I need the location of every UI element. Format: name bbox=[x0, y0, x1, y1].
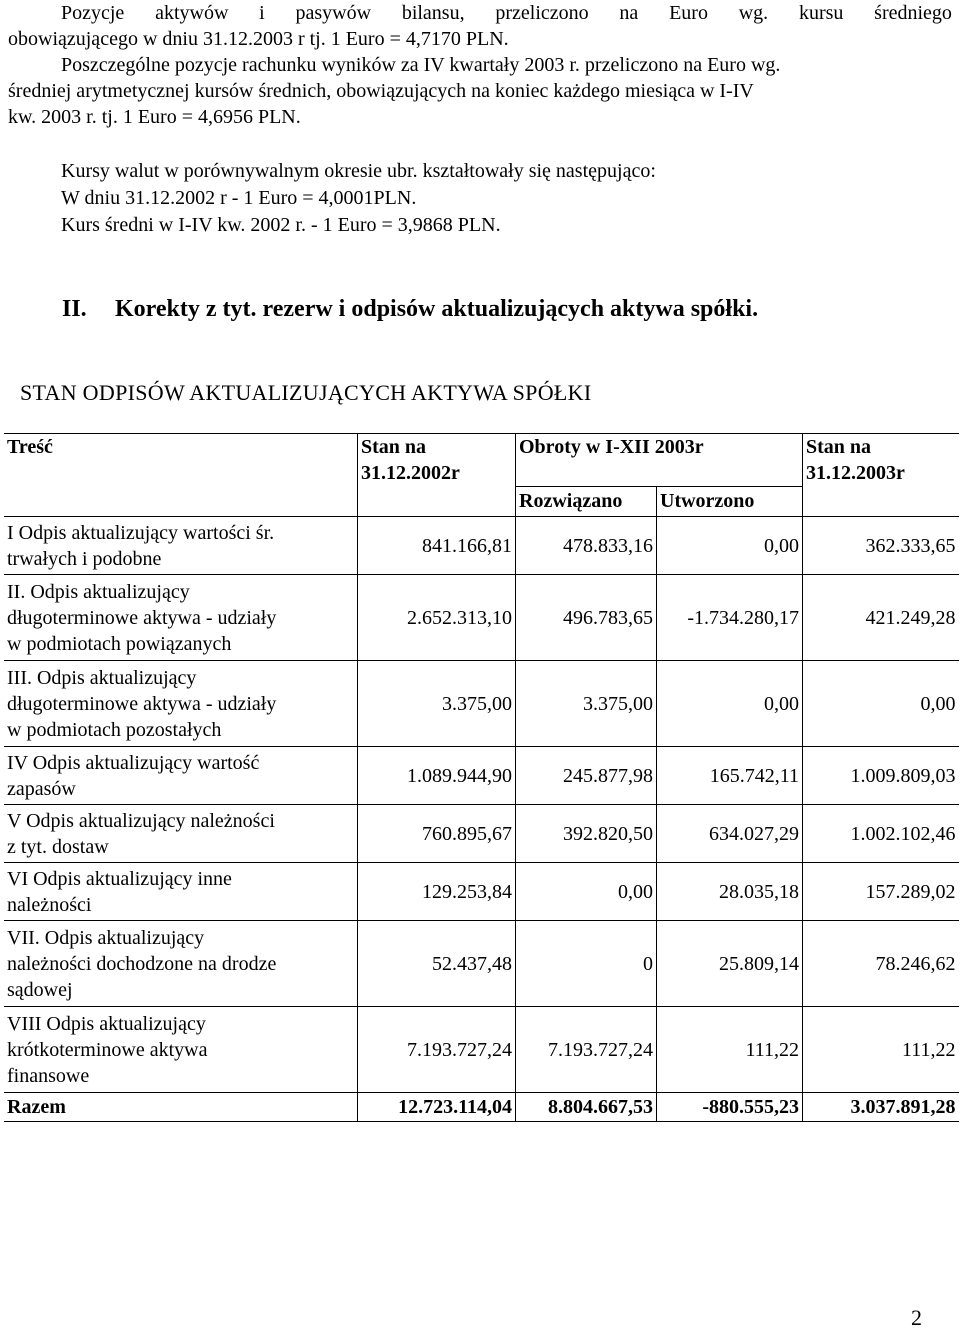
row-label-line: zapasów bbox=[7, 777, 76, 800]
header-rozwiazano: Rozwiązano bbox=[516, 486, 657, 517]
intro-line-1-word: pasywów bbox=[295, 2, 372, 24]
header-tresc: Treść bbox=[4, 434, 358, 487]
value-utworzono: 0,00 bbox=[657, 661, 803, 747]
value-stan-start: 52.437,48 bbox=[358, 921, 516, 1007]
intro-line-1-word: bilansu, bbox=[401, 2, 465, 24]
table-row bbox=[4, 805, 959, 863]
value-stan-end: 0,00 bbox=[803, 661, 959, 747]
row-label-line: III. Odpis aktualizujący bbox=[7, 666, 197, 689]
row-label bbox=[4, 661, 358, 747]
value-rozwiazano: 7.193.727,24 bbox=[516, 1007, 657, 1093]
row-label-line: należności dochodzone na drodze bbox=[7, 952, 277, 975]
value-stan-start: 760.895,67 bbox=[358, 805, 516, 863]
row-label bbox=[4, 747, 358, 805]
row-label bbox=[4, 863, 358, 921]
total-stan-start: 12.723.114,04 bbox=[358, 1093, 516, 1122]
value-utworzono: 111,22 bbox=[657, 1007, 803, 1093]
subheader-empty-2 bbox=[358, 486, 516, 517]
total-label: Razem bbox=[4, 1093, 358, 1122]
row-label-line: II. Odpis aktualizujący bbox=[7, 580, 190, 603]
value-stan-start: 3.375,00 bbox=[358, 661, 516, 747]
table-row bbox=[4, 921, 959, 1007]
value-stan-start: 7.193.727,24 bbox=[358, 1007, 516, 1093]
row-label-line: długoterminowe aktywa - udziały bbox=[7, 692, 277, 715]
header-stan-start bbox=[358, 434, 516, 487]
value-stan-end: 1.002.102,46 bbox=[803, 805, 959, 863]
intro-line-1-word: i bbox=[259, 2, 265, 24]
table-header-row bbox=[4, 434, 959, 487]
section-number: II. bbox=[62, 296, 87, 322]
row-label-line: długoterminowe aktywa - udziały bbox=[7, 606, 277, 629]
table-title: STAN ODPISÓW AKTUALIZUJĄCYCH AKTYWA SPÓŁKI bbox=[20, 380, 592, 405]
value-rozwiazano: 0,00 bbox=[516, 863, 657, 921]
header-stan-end-line2: 31.12.2003r bbox=[806, 462, 905, 484]
row-label-line: VIII Odpis aktualizujący bbox=[7, 1012, 206, 1035]
intro-line-3: Poszczególne pozycje rachunku wyników za IV kwartały 2003 r. przeliczono na Euro wg. bbox=[61, 54, 781, 76]
value-rozwiazano: 245.877,98 bbox=[516, 747, 657, 805]
value-stan-start: 129.253,84 bbox=[358, 863, 516, 921]
intro-line-4: średniej arytmetycznej kursów średnich, obowiązujących na koniec każdego miesiąca w I-IV bbox=[8, 80, 754, 102]
value-stan-end: 362.333,65 bbox=[803, 517, 959, 575]
value-stan-end: 78.246,62 bbox=[803, 921, 959, 1007]
row-label bbox=[4, 575, 358, 661]
row-label-line: trwałych i podobne bbox=[7, 547, 162, 570]
subheader-empty-1 bbox=[4, 486, 358, 517]
row-label-line: w podmiotach powiązanych bbox=[7, 632, 232, 655]
value-stan-start: 1.089.944,90 bbox=[358, 747, 516, 805]
section-title: Korekty z tyt. rezerw i odpisów aktualizujących aktywa spółki. bbox=[115, 296, 759, 322]
row-label-line: V Odpis aktualizujący należności bbox=[7, 809, 275, 832]
intro-line-1-word: średniego bbox=[874, 2, 952, 24]
value-utworzono: 0,00 bbox=[657, 517, 803, 575]
header-utworzono: Utworzono bbox=[657, 486, 803, 517]
intro-line-1 bbox=[8, 0, 952, 26]
intro-line-2: obowiązującego w dniu 31.12.2003 r tj. 1 Euro = 4,7170 PLN. bbox=[8, 28, 509, 50]
intro-paragraph bbox=[8, 0, 952, 130]
value-stan-end: 1.009.809,03 bbox=[803, 747, 959, 805]
value-stan-start: 2.652.313,10 bbox=[358, 575, 516, 661]
header-obroty: Obroty w I-XII 2003r bbox=[516, 434, 803, 487]
value-stan-start: 841.166,81 bbox=[358, 517, 516, 575]
table-row bbox=[4, 661, 959, 747]
value-stan-end: 111,22 bbox=[803, 1007, 959, 1093]
row-label-line: w podmiotach pozostałych bbox=[7, 718, 222, 741]
intro-line-1-word: kursu bbox=[798, 2, 844, 24]
subheader-empty-3 bbox=[803, 486, 959, 517]
intro-line-5: kw. 2003 r. tj. 1 Euro = 4,6956 PLN. bbox=[8, 106, 301, 128]
row-label-line: VII. Odpis aktualizujący bbox=[7, 926, 205, 949]
intro-line-1-word: na bbox=[619, 2, 639, 24]
value-rozwiazano: 3.375,00 bbox=[516, 661, 657, 747]
intro-line-1-word: Pozycje bbox=[61, 2, 125, 24]
row-label-line: I Odpis aktualizujący wartości śr. bbox=[7, 521, 275, 544]
value-utworzono: -1.734.280,17 bbox=[657, 575, 803, 661]
header-stan-start-line2: 31.12.2002r bbox=[361, 462, 460, 484]
table-row bbox=[4, 575, 959, 661]
value-stan-end: 421.249,28 bbox=[803, 575, 959, 661]
table-row bbox=[4, 1007, 959, 1093]
value-stan-end: 157.289,02 bbox=[803, 863, 959, 921]
row-label-line: sądowej bbox=[7, 978, 73, 1001]
row-label-line: z tyt. dostaw bbox=[7, 835, 109, 858]
intro-line-1-word: aktywów bbox=[155, 2, 229, 24]
header-stan-end-line1: Stan na bbox=[806, 436, 872, 458]
value-utworzono: 165.742,11 bbox=[657, 747, 803, 805]
value-utworzono: 25.809,14 bbox=[657, 921, 803, 1007]
total-rozwiazano: 8.804.667,53 bbox=[516, 1093, 657, 1122]
intro-line-1-word: Euro bbox=[669, 2, 708, 24]
row-label bbox=[4, 805, 358, 863]
table-total-row bbox=[4, 1093, 959, 1122]
exchange-rates-block bbox=[61, 158, 656, 239]
header-stan-end bbox=[803, 434, 959, 487]
value-rozwiazano: 478.833,16 bbox=[516, 517, 657, 575]
table-row bbox=[4, 747, 959, 805]
total-utworzono: -880.555,23 bbox=[657, 1093, 803, 1122]
exchange-rate-average: Kurs średni w I-IV kw. 2002 r. - 1 Euro = 3,9868 PLN. bbox=[61, 214, 501, 236]
value-rozwiazano: 0 bbox=[516, 921, 657, 1007]
value-utworzono: 634.027,29 bbox=[657, 805, 803, 863]
table-subheader-row bbox=[4, 486, 959, 517]
table-row bbox=[4, 517, 959, 575]
page-number: 2 bbox=[911, 1305, 922, 1330]
total-stan-end: 3.037.891,28 bbox=[803, 1093, 959, 1122]
row-label-line: VI Odpis aktualizujący inne bbox=[7, 867, 232, 890]
exchange-rates-intro: Kursy walut w porównywalnym okresie ubr. kształtowały się następująco: bbox=[61, 160, 656, 182]
value-rozwiazano: 392.820,50 bbox=[516, 805, 657, 863]
value-rozwiazano: 496.783,65 bbox=[516, 575, 657, 661]
row-label-line: należności bbox=[7, 893, 92, 916]
intro-line-1-word: wg. bbox=[738, 2, 769, 24]
value-utworzono: 28.035,18 bbox=[657, 863, 803, 921]
row-label-line: finansowe bbox=[7, 1064, 90, 1087]
intro-line-1-word: przeliczono bbox=[495, 2, 589, 24]
header-stan-start-line1: Stan na bbox=[361, 436, 427, 458]
row-label bbox=[4, 1007, 358, 1093]
row-label bbox=[4, 517, 358, 575]
write-downs-table bbox=[4, 433, 959, 1122]
exchange-rate-year-end: W dniu 31.12.2002 r - 1 Euro = 4,0001PLN. bbox=[61, 187, 417, 209]
row-label-line: IV Odpis aktualizujący wartość bbox=[7, 751, 260, 774]
row-label-line: krótkoterminowe aktywa bbox=[7, 1038, 208, 1061]
table-row bbox=[4, 863, 959, 921]
row-label bbox=[4, 921, 358, 1007]
